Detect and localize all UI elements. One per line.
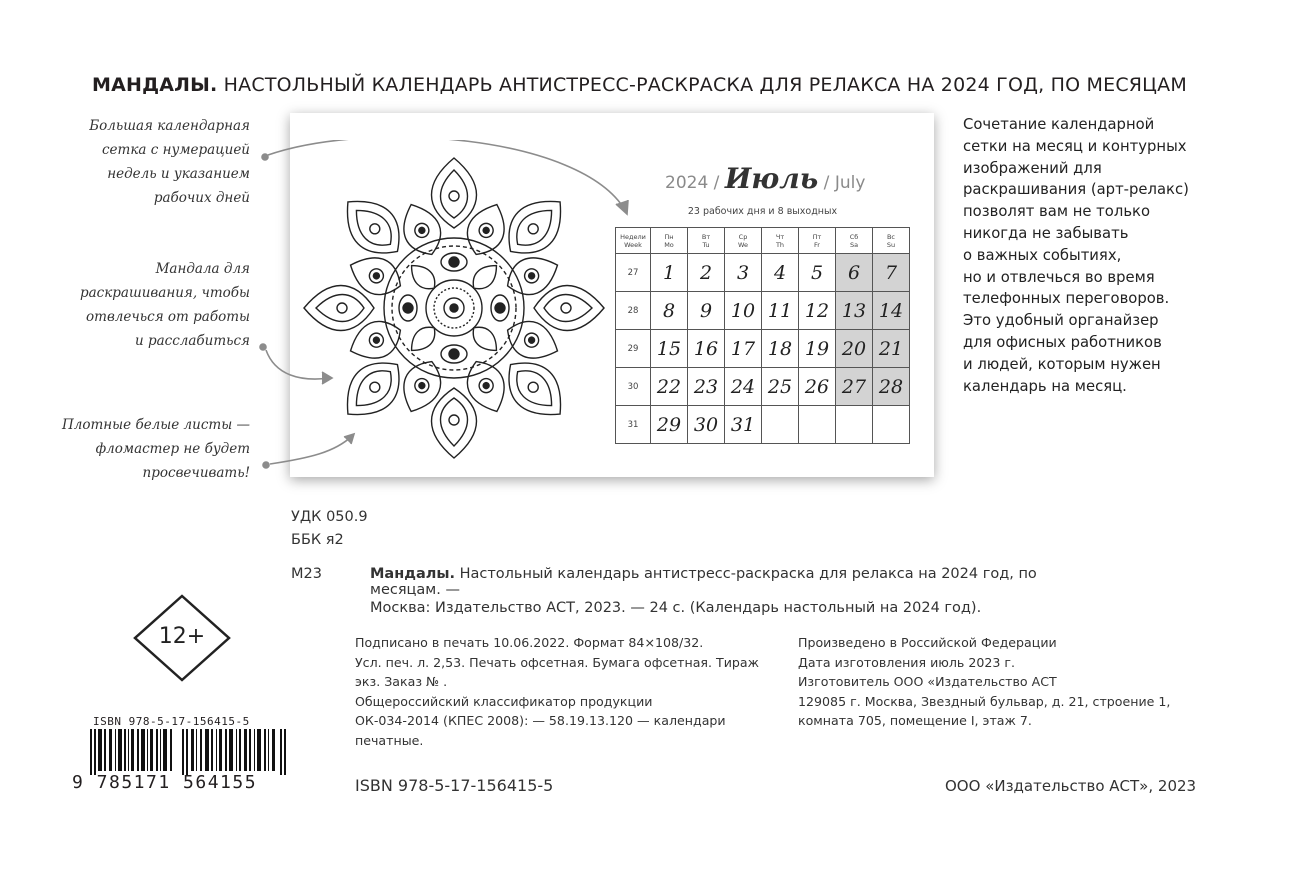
callout-arrows xyxy=(250,140,650,480)
day-cell: 8 xyxy=(651,292,688,330)
arrow-mandala-icon xyxy=(260,344,332,384)
weekend-cell: 28 xyxy=(873,368,910,406)
day-cell: 24 xyxy=(725,368,762,406)
weekend-cell: 7 xyxy=(873,254,910,292)
note-mandala: Мандала для раскрашивания, чтобы отвлечься от работы и расслабиться xyxy=(79,261,250,349)
week-row xyxy=(616,368,910,406)
day-header: Пт Fr xyxy=(799,228,836,254)
udk: УДК 050.9 xyxy=(291,509,368,525)
arrow-paper-icon xyxy=(263,434,354,468)
day-cell: 26 xyxy=(799,368,836,406)
citation: Мандалы. Настольный календарь антистресс-раскраска для релакса на 2024 год, по месяцам. — Москва: Издательство АСТ, 2023. — 24 с. (Календарь настольный на 2024 год). xyxy=(370,566,1037,616)
calendar-header: 2024 / Июль / July xyxy=(665,162,866,195)
day-header: Чт Th xyxy=(762,228,799,254)
day-header: Пн Mo xyxy=(651,228,688,254)
production-info: Произведено в Российской Федерации Дата изготовления июль 2023 г. Изготовитель ООО «Издательство АСТ 129085 г. Москва, Звездный бульвар, д. 21, строение 1, комната 705, помещение I, этаж 7. xyxy=(798,635,1171,728)
week-number: 30 xyxy=(616,368,651,406)
day-cell: 5 xyxy=(799,254,836,292)
bbk: ББК я2 xyxy=(291,532,344,548)
weekend-cell: 6 xyxy=(836,254,873,292)
weekend-cell: 20 xyxy=(836,330,873,368)
day-cell: 29 xyxy=(651,406,688,444)
week-number: 27 xyxy=(616,254,651,292)
day-cell: 30 xyxy=(688,406,725,444)
calendar-header-row xyxy=(616,228,910,254)
week-row xyxy=(616,254,910,292)
day-cell: 16 xyxy=(688,330,725,368)
day-cell xyxy=(873,406,910,444)
day-cell: 1 xyxy=(651,254,688,292)
day-cell: 2 xyxy=(688,254,725,292)
isbn-digits: 9 785171 564155 xyxy=(72,772,258,793)
day-cell: 17 xyxy=(725,330,762,368)
day-header: Ср We xyxy=(725,228,762,254)
arrow-calendar-icon xyxy=(262,140,628,214)
note-paper: Плотные белые листы — фломастер не будет просвечивать! xyxy=(61,417,250,481)
week-header: Недели Week xyxy=(616,228,651,254)
day-cell: 19 xyxy=(799,330,836,368)
day-cell: 10 xyxy=(725,292,762,330)
week-row xyxy=(616,330,910,368)
week-number: 28 xyxy=(616,292,651,330)
calendar-grid xyxy=(615,227,910,444)
print-info: Подписано в печать 10.06.2022. Формат 84×108/32. Усл. печ. л. 2,53. Печать офсетная. Бумага офсетная. Тираж экз. Заказ № . Общероссийский классификатор продукции ОК-034-2014 (КПЕС 2008): — 58.19.13.120 — календари печатные. xyxy=(355,635,759,748)
week-row xyxy=(616,406,910,444)
day-header: Вс Su xyxy=(873,228,910,254)
day-cell xyxy=(799,406,836,444)
isbn: ISBN 978-5-17-156415-5 xyxy=(355,776,554,795)
day-header: Вт Tu xyxy=(688,228,725,254)
product-description: Сочетание календарной сетки на месяц и контурных изображений для раскрашивания (арт-релакс) позволят вам не только никогда не забывать о важных событиях, но и отвлечься во время телефонных переговоров. Это удобный органайзер для офисных работников и людей, которым нужен календарь на месяц. xyxy=(963,116,1189,395)
day-cell: 22 xyxy=(651,368,688,406)
weekend-cell: 27 xyxy=(836,368,873,406)
week-number: 29 xyxy=(616,330,651,368)
day-cell: 9 xyxy=(688,292,725,330)
isbn-barcode-label: ISBN 978-5-17-156415-5 xyxy=(93,715,250,728)
day-cell: 31 xyxy=(725,406,762,444)
weekend-cell: 14 xyxy=(873,292,910,330)
day-cell: 12 xyxy=(799,292,836,330)
weekend-cell: 21 xyxy=(873,330,910,368)
week-row xyxy=(616,292,910,330)
note-calendar-grid: Большая календарная сетка с нумерацией недель и указанием рабочих дней xyxy=(89,118,250,206)
barcode-icon xyxy=(90,729,286,775)
day-cell: 3 xyxy=(725,254,762,292)
page-title: МАНДАЛЫ. НАСТОЛЬНЫЙ КАЛЕНДАРЬ АНТИСТРЕСС-РАСКРАСКА ДЛЯ РЕЛАКСА НА 2024 ГОД, ПО МЕСЯЦАМ xyxy=(92,74,1187,96)
day-cell: 18 xyxy=(762,330,799,368)
day-cell xyxy=(762,406,799,444)
day-cell: 23 xyxy=(688,368,725,406)
weekend-cell: 13 xyxy=(836,292,873,330)
copyright: ООО «Издательство АСТ», 2023 xyxy=(945,777,1197,795)
day-cell: 15 xyxy=(651,330,688,368)
calendar-subtitle: 23 рабочих дня и 8 выходных xyxy=(687,206,838,217)
day-header: Сб Sa xyxy=(836,228,873,254)
day-cell xyxy=(836,406,873,444)
day-cell: 11 xyxy=(762,292,799,330)
day-cell: 25 xyxy=(762,368,799,406)
week-number: 31 xyxy=(616,406,651,444)
age-rating: 12+ xyxy=(158,624,206,649)
day-cell: 4 xyxy=(762,254,799,292)
catalog-code: М23 xyxy=(291,566,322,582)
age-rating-badge xyxy=(132,594,232,682)
